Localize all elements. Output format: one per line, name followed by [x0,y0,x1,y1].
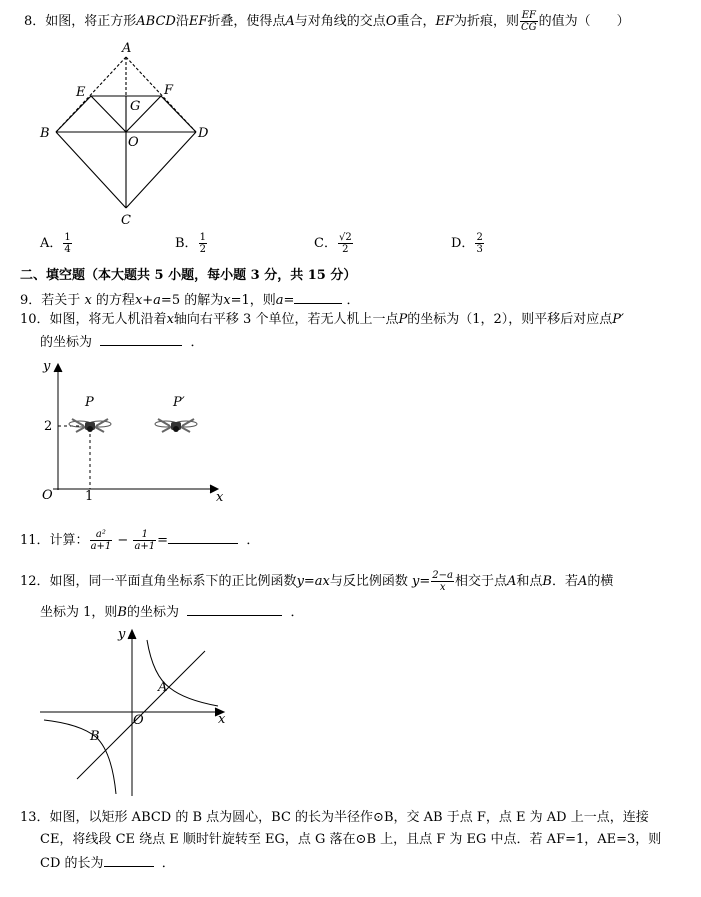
q13-text: CD 的长为 [40,856,104,871]
label-O: O [128,135,139,150]
q8-var: O [385,14,397,29]
q11-number: 11． [20,533,50,548]
q10-var: P [398,312,408,327]
q12-line2 [40,603,304,621]
q8-option-c[interactable] [314,232,354,255]
q12-fraction: $\frac{2-a}{x}$ [432,570,453,593]
q12-var: B [542,574,552,589]
q11-answer-blank[interactable] [168,531,238,544]
q13-text: ． [161,856,175,871]
label-D: D [198,126,209,141]
option-fraction: $\frac{√2}{2}$ [338,232,352,255]
q10-var: P′ [612,312,624,327]
q12-text: ．若 [551,574,578,589]
section-title: 二、填空题（本大题共 5 小题，每小题 3 分，共 15 分） [20,268,357,283]
q10-origin-label: O [42,488,53,503]
q10-text: 轴向右平移 3 个单位，若无人机上一点 [173,312,399,327]
label-G: G [130,99,141,114]
q8-var: A [285,14,295,29]
q8-stem [24,10,630,33]
q12-figure [40,624,240,799]
q10-text: ． [190,335,204,350]
q12-text: 相交于点 [455,574,508,589]
option-fraction: $\frac{2}{3}$ [476,232,483,255]
q8-var: EF [435,14,455,29]
q9-var: x [223,293,231,308]
q11-text: ． [246,533,260,548]
q9-var: x [84,293,92,308]
q13-answer-blank[interactable] [104,854,154,867]
q11-equals: = [157,533,169,548]
q12-origin-label: O [133,713,144,728]
q8-fraction: $\frac{EF}{CG}$ [521,10,537,33]
q10-text: 如图，将无人机沿着 [49,312,167,327]
q9-var: a [275,293,284,308]
q11-fraction-2: $\frac{1}{a+1}$ [134,529,156,552]
q9-text: 的方程 [95,293,135,308]
q12-func: y=ax [296,574,330,589]
q9-number: 9． [20,293,42,308]
q12-var: A [507,574,517,589]
q8-text: 重合， [396,14,436,29]
option-letter: A． [40,236,63,251]
q12-text: 和点 [516,574,543,589]
q10-text: 的坐标为 [40,335,93,350]
q8-text: 为折痕，则 [454,14,520,29]
q12-var: A [578,574,588,589]
label-B: B [40,126,50,141]
q12-number: 12． [20,574,50,589]
q13-line3 [40,854,175,872]
q8-option-a[interactable] [40,232,73,255]
q12-answer-blank[interactable] [187,603,282,616]
q11-fraction-1: $\frac{\text{a²}}{a+1}$ [90,529,112,552]
q8-var: EF [188,14,208,29]
q10-y-label: y [43,359,51,374]
q12-point-A: A [158,680,168,695]
q13-line1 [20,810,649,826]
q8-text: 的值为（ ） [538,14,630,29]
q8-number: 8． [24,14,46,29]
q13-text: CE，将线段 CE 绕点 E 顺时针旋转至 EG，点 G 落在⊙B 上，且点 F 为 EG 中点．若 AF=1，AE=3，则 [40,832,662,847]
q13-line2 [40,832,661,848]
q12-text: 的坐标为 [126,605,179,620]
q12-text: 的横 [587,574,614,589]
label-C: C [121,213,131,228]
q8-text: 沿 [175,14,189,29]
label-F: F [164,83,174,98]
q10-var: x [166,312,174,327]
q12-text: ． [290,605,304,620]
q10-x-label: x [216,490,224,505]
q12-text: 如图，同一平面直角坐标系下的正比例函数 [49,574,297,589]
q10-line1 [20,312,624,328]
q8-option-d[interactable] [451,232,485,255]
q10-tick-2: 2 [44,419,53,434]
q11-text: 计算： [49,533,89,548]
q9-text: 若关于 [41,293,81,308]
q12-line1 [20,570,613,593]
q9-stem [20,291,360,309]
q12-var: B [117,605,127,620]
option-letter: C． [314,236,337,251]
q10-line2 [40,333,204,351]
option-letter: D． [451,236,475,251]
q13-number: 13． [20,810,50,825]
q9-text: = [283,293,295,308]
q9-equation: x+a [134,293,161,308]
q8-text: 如图，将正方形 [45,14,137,29]
q9-answer-blank[interactable] [294,291,342,304]
q10-tick-1: 1 [85,489,94,504]
option-letter: B． [175,236,198,251]
q8-text: 与对角线的交点 [294,14,386,29]
q9-text: =1，则 [230,293,276,308]
q11-minus: − [117,533,129,548]
q8-figure [30,38,230,228]
option-fraction: $\frac{1}{2}$ [199,232,206,255]
q10-number: 10． [20,312,50,327]
q9-text: ． [346,293,360,308]
q8-option-b[interactable] [175,232,208,255]
q13-text: 如图，以矩形 ABCD 的 B 点为圆心，BC 的长为半径作⊙B，交 AB 于点 F，点 E 为 AD 上一点，连接 [49,810,649,825]
q12-point-B: B [90,729,100,744]
q8-var: ABCD [136,14,176,29]
label-E: E [76,85,86,100]
q12-text: 与反比例函数 [329,574,408,589]
q12-func: y= [412,574,431,589]
q10-text: 的坐标为（1，2），则平移后对应点 [407,312,613,327]
q10-figure [38,358,228,503]
option-fraction: $\frac{1}{4}$ [64,232,71,255]
q12-text: 坐标为 1，则 [40,605,118,620]
q11-stem [20,528,259,554]
q10-answer-blank[interactable] [100,333,182,346]
q8-text: 折叠，使得点 [207,14,286,29]
q12-y-label: y [118,627,126,642]
q12-x-label: x [218,712,226,727]
q9-text: =5 的解为 [160,293,224,308]
q10-point-P: P [85,395,94,410]
q10-point-P-prime: P′ [173,395,185,410]
label-A: A [122,41,132,56]
